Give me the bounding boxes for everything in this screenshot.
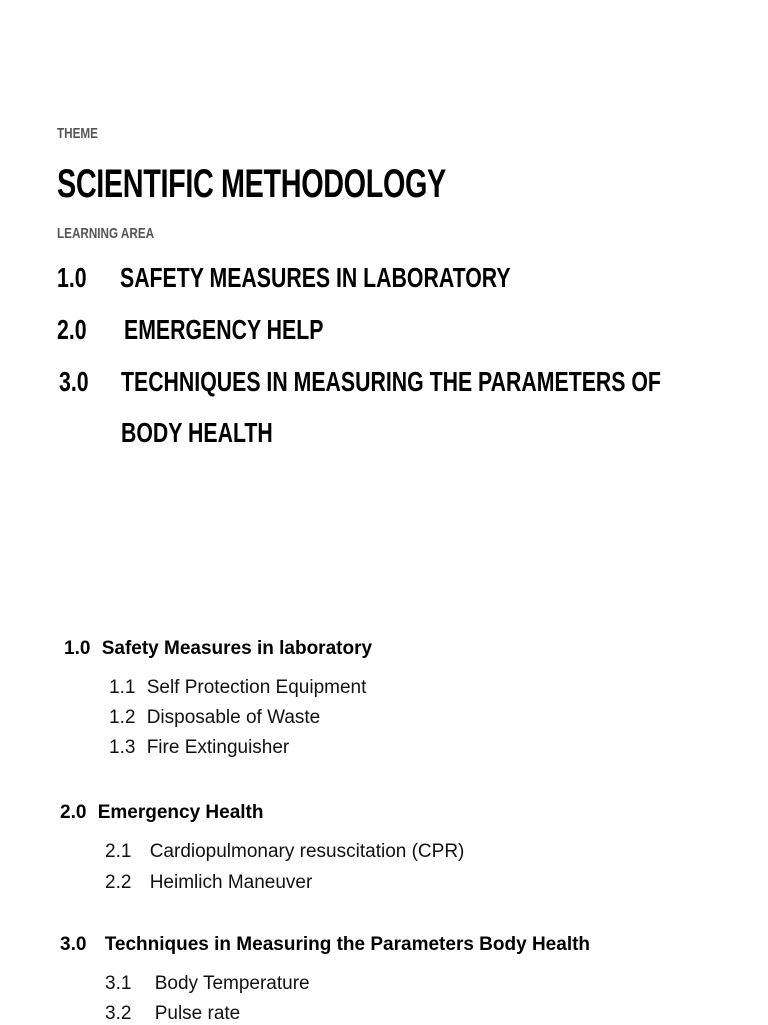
item-title: Body Temperature [154, 973, 310, 994]
outline-section-heading [60, 802, 264, 824]
learning-area-title-continued: BODY HEALTH [121, 417, 273, 448]
outline-list-item [105, 841, 464, 863]
learning-area-number: 2.0 [57, 314, 87, 345]
item-title: Fire Extinguisher [146, 737, 290, 758]
outline-section-heading [64, 638, 372, 660]
section-number: 1.0 [64, 638, 91, 659]
learning-area-number: 1.0 [57, 262, 87, 293]
item-title: Pulse rate [154, 1003, 241, 1024]
item-title: Disposable of Waste [146, 707, 321, 728]
theme-label: THEME [57, 125, 98, 142]
outline-list-item [109, 677, 366, 699]
item-number: 3.1 [105, 973, 132, 994]
theme-title: SCIENTIFIC METHODOLOGY [57, 162, 446, 206]
outline-list-item [109, 707, 320, 729]
section-number: 3.0 [60, 934, 87, 955]
item-number: 3.2 [105, 1003, 132, 1024]
learning-area-label: LEARNING AREA [57, 225, 155, 242]
item-title: Self Protection Equipment [146, 677, 367, 698]
section-number: 2.0 [60, 802, 87, 823]
section-title: Techniques in Measuring the Parameters Body Health [104, 934, 591, 955]
outline-list-item [105, 872, 312, 894]
item-number: 1.1 [109, 677, 136, 698]
outline-list-item [109, 737, 289, 759]
learning-area-title: EMERGENCY HELP [124, 314, 324, 345]
item-number: 2.1 [105, 841, 132, 862]
item-number: 2.2 [105, 872, 132, 893]
item-title: Cardiopulmonary resuscitation (CPR) [149, 841, 465, 862]
section-title: Safety Measures in laboratory [101, 638, 373, 659]
item-title: Heimlich Maneuver [149, 872, 313, 893]
outline-list-item [105, 1003, 240, 1025]
learning-area-title: TECHNIQUES IN MEASURING THE PARAMETERS OF [121, 366, 661, 397]
item-number: 1.3 [109, 737, 136, 758]
item-number: 1.2 [109, 707, 136, 728]
learning-area-number: 3.0 [59, 366, 89, 397]
outline-section-heading [60, 934, 590, 956]
section-title: Emergency Health [97, 802, 264, 823]
outline-list-item [105, 973, 310, 995]
learning-area-title: SAFETY MEASURES IN LABORATORY [120, 262, 511, 293]
